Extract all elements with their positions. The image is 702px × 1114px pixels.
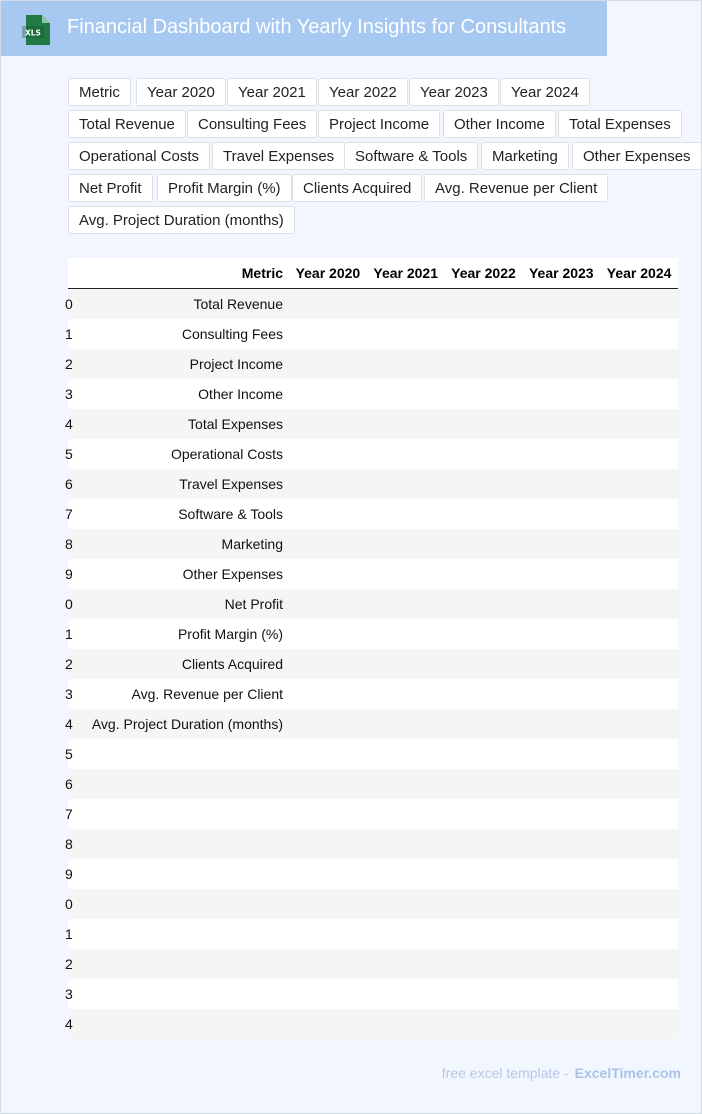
row-index: 3 xyxy=(65,386,73,402)
year-value-cell xyxy=(289,349,367,379)
column-chip[interactable]: Year 2021 xyxy=(227,78,317,106)
year-value-cell xyxy=(367,919,445,949)
year-value-cell xyxy=(445,949,523,979)
row-index: 1 xyxy=(65,926,73,942)
year-value-cell xyxy=(522,799,600,829)
row-index: 7 xyxy=(65,806,73,822)
year-value-cell xyxy=(367,289,445,320)
table-row xyxy=(68,679,678,709)
row-index: 0 xyxy=(65,596,73,612)
table-row xyxy=(68,559,678,589)
year-value-cell xyxy=(367,529,445,559)
metric-cell: Travel Expenses xyxy=(74,469,289,499)
year-value-cell xyxy=(600,709,678,739)
footer-brand-link[interactable]: ExcelTimer.com xyxy=(574,1065,681,1081)
year-value-cell xyxy=(367,409,445,439)
table-row xyxy=(68,409,678,439)
column-chip[interactable]: Travel Expenses xyxy=(212,142,345,170)
row-index: 2 xyxy=(65,656,73,672)
year-value-cell xyxy=(522,889,600,919)
table-row xyxy=(68,799,678,829)
year-value-cell xyxy=(445,889,523,919)
column-chip[interactable]: Marketing xyxy=(481,142,569,170)
metric-cell: Net Profit xyxy=(74,589,289,619)
row-index: 4 xyxy=(65,716,73,732)
table-row xyxy=(68,889,678,919)
year-value-cell xyxy=(289,559,367,589)
table-row xyxy=(68,829,678,859)
table-row xyxy=(68,949,678,979)
year-value-cell xyxy=(367,649,445,679)
year-value-cell xyxy=(600,889,678,919)
year-value-cell xyxy=(289,319,367,349)
year-value-cell xyxy=(289,529,367,559)
year-value-cell xyxy=(600,919,678,949)
metric-cell xyxy=(74,799,289,829)
table-row xyxy=(68,859,678,889)
year-value-cell xyxy=(522,679,600,709)
column-chip[interactable]: Avg. Revenue per Client xyxy=(424,174,608,202)
year-value-cell xyxy=(600,1009,678,1039)
year-value-cell xyxy=(289,769,367,799)
table-row xyxy=(68,469,678,499)
table-row xyxy=(68,349,678,379)
year-value-cell xyxy=(522,379,600,409)
year-value-cell xyxy=(522,559,600,589)
year-value-cell xyxy=(522,919,600,949)
year-value-cell xyxy=(445,739,523,769)
year-value-cell xyxy=(289,679,367,709)
table-row xyxy=(68,619,678,649)
year-value-cell xyxy=(445,319,523,349)
column-chip[interactable]: Metric xyxy=(68,78,131,106)
year-value-cell xyxy=(367,979,445,1009)
table-row xyxy=(68,1009,678,1039)
year-value-cell xyxy=(289,949,367,979)
year-value-cell xyxy=(367,1009,445,1039)
year-value-cell xyxy=(600,829,678,859)
metric-cell xyxy=(74,769,289,799)
year-value-cell xyxy=(289,589,367,619)
footer-credit xyxy=(442,1065,681,1081)
year-value-cell xyxy=(367,829,445,859)
year-value-cell xyxy=(600,739,678,769)
year-value-cell xyxy=(522,709,600,739)
year-value-cell xyxy=(522,829,600,859)
table-row xyxy=(68,589,678,619)
table-header-row xyxy=(68,258,678,289)
year-value-cell xyxy=(367,769,445,799)
year-value-cell xyxy=(367,499,445,529)
year-value-cell xyxy=(600,289,678,320)
year-value-cell xyxy=(600,349,678,379)
table-row xyxy=(68,529,678,559)
year-value-cell xyxy=(600,859,678,889)
year-value-cell xyxy=(289,799,367,829)
metric-cell: Consulting Fees xyxy=(74,319,289,349)
year-value-cell xyxy=(367,799,445,829)
year-value-cell xyxy=(289,859,367,889)
table-row xyxy=(68,769,678,799)
column-chip[interactable]: Clients Acquired xyxy=(292,174,422,202)
column-chip[interactable]: Consulting Fees xyxy=(187,110,317,138)
year-value-cell xyxy=(289,889,367,919)
year-value-cell xyxy=(522,859,600,889)
column-header: Metric xyxy=(74,258,289,289)
year-value-cell xyxy=(445,559,523,589)
column-chip[interactable]: Other Expenses xyxy=(572,142,702,170)
row-index: 5 xyxy=(65,446,73,462)
column-chip[interactable]: Operational Costs xyxy=(68,142,210,170)
metric-cell: Other Income xyxy=(74,379,289,409)
column-chip[interactable]: Net Profit xyxy=(68,174,153,202)
year-value-cell xyxy=(445,1009,523,1039)
metric-cell: Other Expenses xyxy=(74,559,289,589)
row-index: 4 xyxy=(65,416,73,432)
year-value-cell xyxy=(522,619,600,649)
year-value-cell xyxy=(600,529,678,559)
year-value-cell xyxy=(600,409,678,439)
row-index: 6 xyxy=(65,476,73,492)
year-value-cell xyxy=(445,649,523,679)
row-index: 0 xyxy=(65,296,73,312)
column-header: Year 2022 xyxy=(445,258,523,289)
year-value-cell xyxy=(445,439,523,469)
table-row xyxy=(68,649,678,679)
year-value-cell xyxy=(600,649,678,679)
row-index: 0 xyxy=(65,896,73,912)
table-row xyxy=(68,709,678,739)
data-table xyxy=(65,258,678,1039)
year-value-cell xyxy=(600,319,678,349)
year-value-cell xyxy=(445,769,523,799)
year-value-cell xyxy=(522,409,600,439)
metric-cell: Avg. Revenue per Client xyxy=(74,679,289,709)
column-header: Year 2023 xyxy=(522,258,600,289)
year-value-cell xyxy=(600,439,678,469)
table-row xyxy=(68,739,678,769)
year-value-cell xyxy=(600,799,678,829)
metric-cell: Operational Costs xyxy=(74,439,289,469)
metric-cell: Total Expenses xyxy=(74,409,289,439)
table-row xyxy=(68,979,678,1009)
column-chip[interactable]: Total Expenses xyxy=(558,110,682,138)
column-chip[interactable]: Software & Tools xyxy=(344,142,478,170)
column-chip[interactable]: Year 2020 xyxy=(136,78,226,106)
year-value-cell xyxy=(522,349,600,379)
column-header: Year 2021 xyxy=(367,258,445,289)
year-value-cell xyxy=(445,679,523,709)
year-value-cell xyxy=(522,589,600,619)
year-value-cell xyxy=(445,289,523,320)
row-index: 5 xyxy=(65,746,73,762)
column-chip[interactable]: Avg. Project Duration (months) xyxy=(68,206,295,234)
year-value-cell xyxy=(289,619,367,649)
year-value-cell xyxy=(522,499,600,529)
table-row xyxy=(68,289,678,320)
year-value-cell xyxy=(445,349,523,379)
row-index: 8 xyxy=(65,536,73,552)
metric-cell xyxy=(74,889,289,919)
metric-cell xyxy=(74,919,289,949)
year-value-cell xyxy=(522,979,600,1009)
metric-cell: Total Revenue xyxy=(74,289,289,320)
table-row xyxy=(68,499,678,529)
year-value-cell xyxy=(367,469,445,499)
row-index: 7 xyxy=(65,506,73,522)
metric-cell: Clients Acquired xyxy=(74,649,289,679)
footer-free-text: free excel template - xyxy=(441,1065,569,1081)
year-value-cell xyxy=(367,379,445,409)
row-index: 4 xyxy=(65,1016,73,1032)
year-value-cell xyxy=(522,469,600,499)
year-value-cell xyxy=(289,649,367,679)
year-value-cell xyxy=(600,559,678,589)
year-value-cell xyxy=(600,979,678,1009)
year-value-cell xyxy=(289,709,367,739)
year-value-cell xyxy=(367,889,445,919)
year-value-cell xyxy=(445,589,523,619)
page-title: Financial Dashboard with Yearly Insights for Consultants xyxy=(67,16,567,38)
year-value-cell xyxy=(367,739,445,769)
metric-cell xyxy=(74,739,289,769)
year-value-cell xyxy=(445,709,523,739)
year-value-cell xyxy=(600,619,678,649)
column-chip[interactable]: Profit Margin (%) xyxy=(157,174,292,202)
metric-cell: Software & Tools xyxy=(74,499,289,529)
year-value-cell xyxy=(522,739,600,769)
year-value-cell xyxy=(367,619,445,649)
svg-text:XLS: XLS xyxy=(25,28,41,38)
year-value-cell xyxy=(445,619,523,649)
metric-cell xyxy=(74,829,289,859)
year-value-cell xyxy=(445,829,523,859)
year-value-cell xyxy=(445,499,523,529)
year-value-cell xyxy=(522,1009,600,1039)
metric-cell: Project Income xyxy=(74,349,289,379)
year-value-cell xyxy=(445,859,523,889)
column-chip[interactable]: Year 2024 xyxy=(500,78,590,106)
year-value-cell xyxy=(522,439,600,469)
metric-cell: Avg. Project Duration (months) xyxy=(74,709,289,739)
table-body xyxy=(65,289,678,1040)
year-value-cell xyxy=(522,769,600,799)
xls-file-icon xyxy=(22,15,50,45)
year-value-cell xyxy=(289,379,367,409)
year-value-cell xyxy=(289,979,367,1009)
column-chip[interactable]: Year 2022 xyxy=(318,78,408,106)
year-value-cell xyxy=(445,469,523,499)
row-index: 1 xyxy=(65,326,73,342)
year-value-cell xyxy=(600,949,678,979)
row-index: 6 xyxy=(65,776,73,792)
year-value-cell xyxy=(600,469,678,499)
year-value-cell xyxy=(600,679,678,709)
column-chip[interactable]: Project Income xyxy=(318,110,440,138)
column-chip[interactable]: Year 2023 xyxy=(409,78,499,106)
metric-cell xyxy=(74,949,289,979)
table-row xyxy=(68,319,678,349)
metric-cell xyxy=(74,979,289,1009)
year-value-cell xyxy=(289,289,367,320)
table-row xyxy=(68,379,678,409)
year-value-cell xyxy=(289,469,367,499)
row-index: 9 xyxy=(65,566,73,582)
table-row xyxy=(68,919,678,949)
year-value-cell xyxy=(445,919,523,949)
year-value-cell xyxy=(445,409,523,439)
year-value-cell xyxy=(445,979,523,1009)
header-bar xyxy=(1,1,607,56)
year-value-cell xyxy=(367,859,445,889)
column-chip[interactable]: Total Revenue xyxy=(68,110,186,138)
year-value-cell xyxy=(522,649,600,679)
table-row xyxy=(68,439,678,469)
year-value-cell xyxy=(600,769,678,799)
year-value-cell xyxy=(367,559,445,589)
row-index: 3 xyxy=(65,986,73,1002)
year-value-cell xyxy=(600,589,678,619)
metric-cell xyxy=(74,859,289,889)
metric-cell xyxy=(74,1009,289,1039)
year-value-cell xyxy=(289,439,367,469)
year-value-cell xyxy=(522,319,600,349)
year-value-cell xyxy=(289,919,367,949)
year-value-cell xyxy=(367,349,445,379)
row-index: 3 xyxy=(65,686,73,702)
column-chip[interactable]: Other Income xyxy=(443,110,556,138)
data-table-container xyxy=(65,258,678,1039)
row-index: 1 xyxy=(65,626,73,642)
column-header: Year 2020 xyxy=(289,258,367,289)
year-value-cell xyxy=(289,409,367,439)
year-value-cell xyxy=(445,529,523,559)
year-value-cell xyxy=(600,379,678,409)
year-value-cell xyxy=(367,709,445,739)
year-value-cell xyxy=(289,829,367,859)
year-value-cell xyxy=(367,439,445,469)
metric-cell: Marketing xyxy=(74,529,289,559)
row-index: 2 xyxy=(65,956,73,972)
year-value-cell xyxy=(367,589,445,619)
metric-cell: Profit Margin (%) xyxy=(74,619,289,649)
row-index: 8 xyxy=(65,836,73,852)
year-value-cell xyxy=(445,379,523,409)
year-value-cell xyxy=(289,1009,367,1039)
year-value-cell xyxy=(522,289,600,320)
year-value-cell xyxy=(600,499,678,529)
year-value-cell xyxy=(289,499,367,529)
year-value-cell xyxy=(445,799,523,829)
year-value-cell xyxy=(522,529,600,559)
year-value-cell xyxy=(367,319,445,349)
row-index: 9 xyxy=(65,866,73,882)
row-index: 2 xyxy=(65,356,73,372)
year-value-cell xyxy=(522,949,600,979)
year-value-cell xyxy=(289,739,367,769)
year-value-cell xyxy=(367,949,445,979)
year-value-cell xyxy=(367,679,445,709)
column-header: Year 2024 xyxy=(600,258,678,289)
